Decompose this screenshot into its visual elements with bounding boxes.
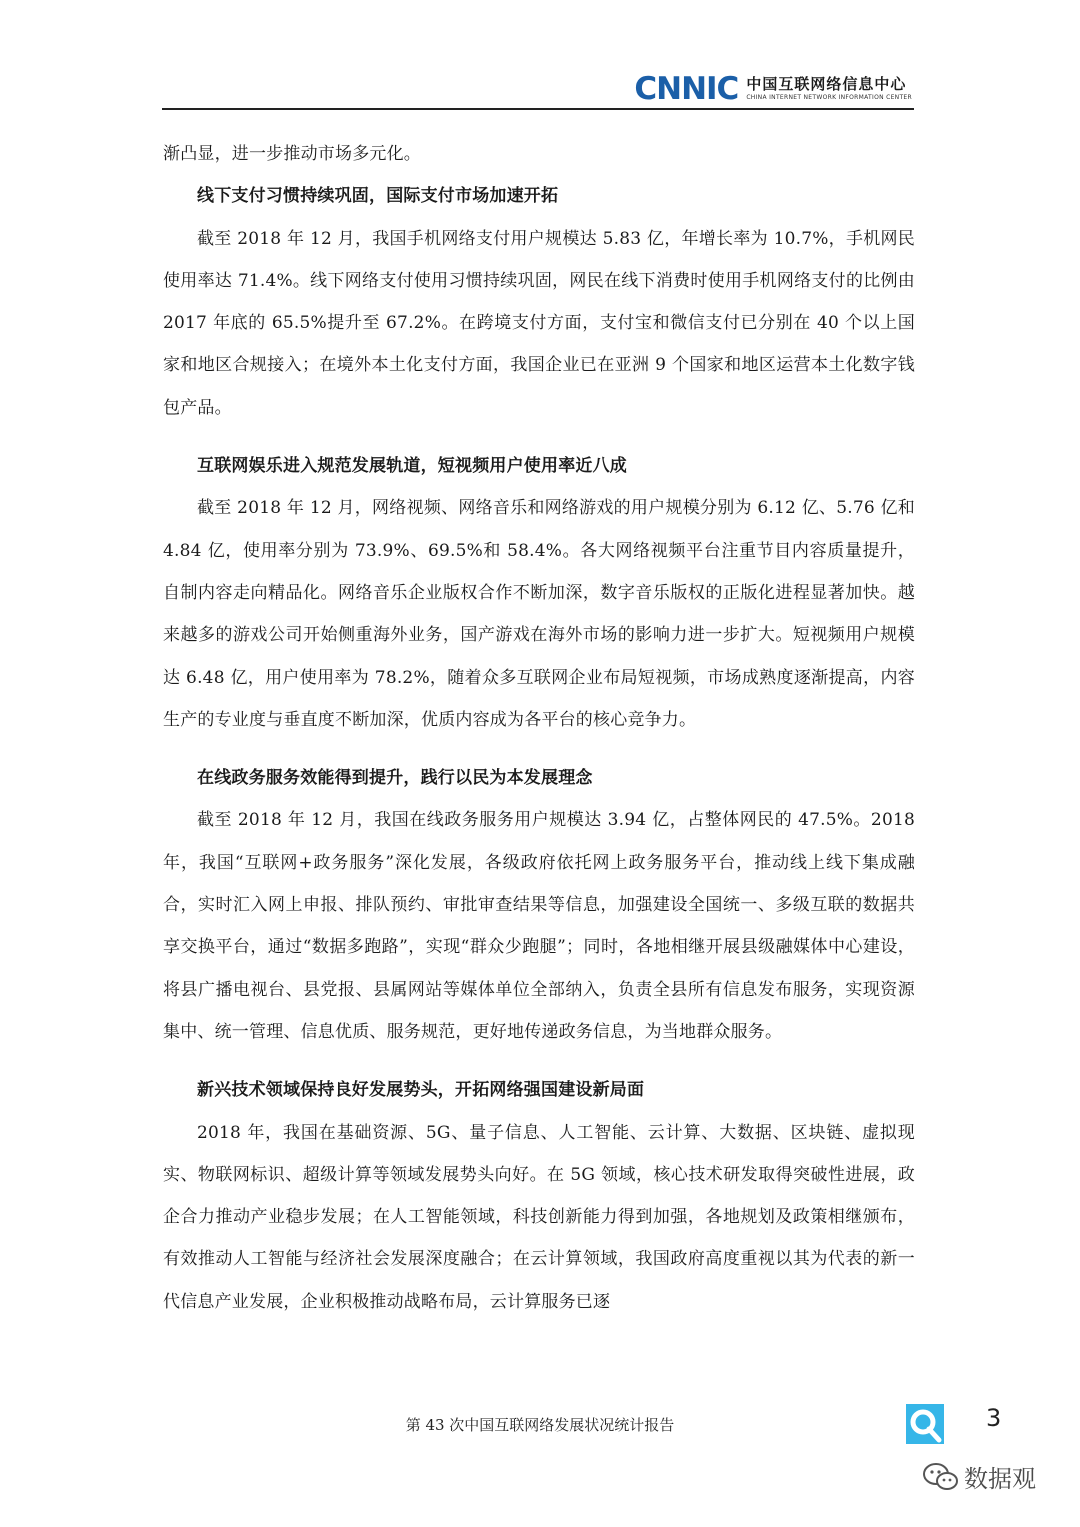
logo-en: CHINA INTERNET NETWORK INFORMATION CENTER xyxy=(746,94,912,101)
section-heading-entertainment: 互联网娱乐进入规范发展轨道，短视频用户使用率近八成 xyxy=(197,456,627,477)
wechat-icon xyxy=(922,1462,960,1492)
section-paragraph-entertainment: 截至 2018 年 12 月，网络视频、网络音乐和网络游戏的用户规模分别为 6.12 亿、5.76 亿和 4.84 亿，使用率分别为 73.9%、69.5%和 58.4%。各大网络视频平台注重节目内容质量提升，自制内容走向精品化。网络音乐企业版权合作不断加深，数字音乐版权的正版化进程显著加快。越来越多的游戏公司开始侧重海外业务，国产游戏在海外市场的影响力进一步扩大。短视频用户规模达 6.48 亿，用户使用率为 78.2%，随着众多互联网企业布局短视频，市场成熟度逐渐提高，内容生产的专业度与垂直度不断加深，优质内容成为各平台的核心竞争力。 xyxy=(163,498,915,730)
page-header xyxy=(162,62,914,110)
section-heading-egov: 在线政务服务效能得到提升，践行以民为本发展理念 xyxy=(197,768,593,789)
section-heading-tech: 新兴技术领域保持良好发展势头，开拓网络强国建设新局面 xyxy=(197,1080,645,1101)
report-title-footer: 第 43 次中国互联网络发展状况统计报告 xyxy=(405,1416,675,1434)
logo-mark: CNNIC xyxy=(634,70,739,107)
cnnic-logo xyxy=(634,72,912,106)
page-number: 3 xyxy=(986,1404,1002,1432)
section-paragraph-tech: 2018 年，我国在基础资源、5G、量子信息、人工智能、云计算、大数据、区块链、虚拟现实、物联网标识、超级计算等领域发展势头向好。在 5G 领域，核心技术研发取得突破性进展，政企合力推动产业稳步发展；在人工智能领域，科技创新能力得到加强，各地规划及政策相继颁布，有效推动人工智能与经济社会发展深度融合；在云计算领域，我国政府高度重视以其为代表的新一代信息产业发展，企业积极推动战略布局，云计算服务已逐 xyxy=(163,1122,915,1312)
logo-cn: 中国互联网络信息中心 xyxy=(746,75,907,93)
watermark-text: 数据观 xyxy=(964,1465,1036,1493)
watermark xyxy=(922,1459,1036,1494)
section-paragraph-egov: 截至 2018 年 12 月，我国在线政务服务用户规模达 3.94 亿，占整体网民的 47.5%。2018 年，我国“互联网+政务服务”深化发展，各级政府依托网上政务服务平台，推动线上线下集成融合，实时汇入网上申报、排队预约、审批审查结果等信息，加强建设全国统一、多级互联的数据共享交换平台，通过“数据多跑路”，实现“群众少跑腿”；同时，各地相继开展县级融媒体中心建设，将县广播电视台、县党报、县属网站等媒体单位全部纳入，负责全县所有信息发布服务，实现资源集中、统一管理、信息优质、服务规范，更好地传递政务信息，为当地群众服务。 xyxy=(163,810,915,1042)
magnifier-q-icon xyxy=(906,1404,944,1444)
section-heading-payment: 线下支付习惯持续巩固，国际支付市场加速开拓 xyxy=(197,186,559,207)
document-body xyxy=(163,133,915,1323)
intro-paragraph: 渐凸显，进一步推动市场多元化。 xyxy=(163,144,421,164)
logo-text xyxy=(746,77,912,101)
section-paragraph-payment: 截至 2018 年 12 月，我国手机网络支付用户规模达 5.83 亿，年增长率为 10.7%，手机网民使用率达 71.4%。线下网络支付使用习惯持续巩固，网民在线下消费时使用手机网络支付的比例由 2017 年底的 65.5%提升至 67.2%。在跨境支付方面，支付宝和微信支付已分别在 40 个以上国家和地区合规接入；在境外本土化支付方面，我国企业已在亚洲 9 个国家和地区运营本土化数字钱包产品。 xyxy=(163,228,915,418)
